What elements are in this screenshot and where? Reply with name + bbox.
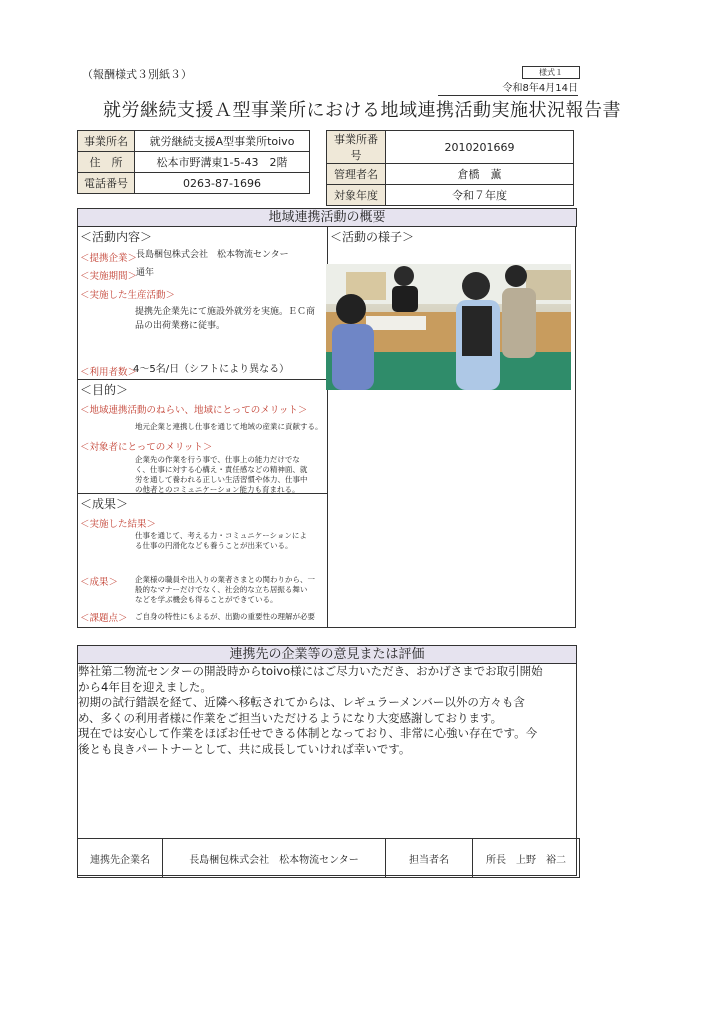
outcome-line-2: る仕事の円滑化なども養うことが出来ている。 (135, 541, 293, 550)
partner-company-value: 長島梱包株式会社 松本物流センター (163, 839, 386, 878)
users-label: ＜利用者数＞ (80, 367, 138, 378)
facility-info-table (77, 130, 310, 194)
outcome-line-1: 仕事を通じて、考える力・コミュニケーションによ (135, 531, 307, 540)
merit-label: ＜対象者にとってのメリット＞ (80, 442, 213, 453)
evaluation-line: 現在では安心して作業をほぼお任せできる体制となっており、非常に心強い存在です。今 (78, 726, 538, 740)
person-label: 担当者名 (386, 839, 473, 878)
fiscal-year-label: 対象年度 (327, 185, 386, 206)
office-number-label: 事業所番号 (327, 131, 386, 164)
company-label: ＜提携企業＞ (80, 253, 138, 264)
manager-value: 倉橋 薫 (386, 164, 574, 185)
aim-value: 地元企業と連携し仕事を通じて地域の産業に貢献する。 (135, 422, 323, 431)
merit-line-1: 企業先の作業を行う事で、仕事上の能力だけでな (135, 455, 300, 464)
activity-photo-illustration (326, 264, 571, 390)
style-label: 様式１ (522, 66, 580, 79)
achievement-line-2: 般的なマナーだけでなく、社会的な立ち居振る舞い (135, 585, 308, 594)
address-label: 住 所 (78, 152, 135, 173)
evaluation-line: 弊社第二物流センターの開設時からtoivo様にはご尽力いただき、おかげさまでお取引開始 (78, 664, 543, 678)
activity-photo (326, 264, 571, 390)
period-label: ＜実施期間＞ (80, 271, 138, 282)
phone-label: 電話番号 (78, 173, 135, 194)
report-date: 令和8年4月14日 (438, 79, 578, 96)
users-value: 4～5名/日（シフトにより異なる） (133, 364, 290, 375)
merit-line-3: 労を通して養われる正しい生活習慣や体力、仕事中 (135, 475, 308, 484)
photo-title: ＜活動の様子＞ (330, 230, 415, 244)
evaluation-line: 初期の試行錯誤を経て、近隣へ移転されてからは、レギュラーメンバー以外の方々も含 (78, 695, 525, 709)
page-title: 就労継続支援Ａ型事業所における地域連携活動実施状況報告書 (103, 100, 621, 121)
issue-label: ＜課題点＞ (80, 613, 128, 624)
achievement-label: ＜成果＞ (80, 577, 119, 588)
evaluation-text (78, 664, 572, 757)
company-value: 長島梱包株式会社 松本物流センター (136, 250, 289, 260)
facility-name-value: 就労継続支援A型事業所toivo (135, 131, 310, 152)
manager-label: 管理者名 (327, 164, 386, 185)
evaluation-heading: 連携先の企業等の意見または評価 (77, 645, 577, 664)
results-title: ＜成果＞ (80, 497, 129, 511)
partner-footer-table (77, 838, 580, 878)
evaluation-line: め、多くの利用者様に作業をご担当いただけるようになり大変感謝しております。 (78, 710, 503, 725)
office-info-table (326, 130, 574, 206)
achievement-line-3: などを学ぶ機会も得ることができている。 (135, 595, 278, 604)
issue-value: ご自身の特性にもよるが、出勤の重要性の理解が必要 (135, 612, 315, 621)
aim-label: ＜地域連携活動のねらい、地域にとってのメリット＞ (80, 405, 308, 416)
address-value: 松本市野溝東1-5-43 2階 (135, 152, 310, 173)
person-value: 所長 上野 裕二 (473, 839, 580, 878)
production-label: ＜実施した生産活動＞ (80, 290, 176, 301)
form-number: （報酬様式３別紙３） (82, 68, 192, 81)
merit-line-2: く、仕事に対する心構え・責任感などの精神面、就 (135, 465, 308, 474)
production-line-2: 品の出荷業務に従事。 (135, 321, 226, 331)
period-value: 通年 (136, 268, 155, 278)
facility-name-label: 事業所名 (78, 131, 135, 152)
divider (77, 379, 327, 380)
partner-company-label: 連携先企業名 (78, 839, 163, 878)
evaluation-line: から4年目を迎えました。 (78, 679, 212, 694)
activity-title: ＜活動内容＞ (80, 230, 153, 244)
office-number-value: 2010201669 (386, 131, 574, 164)
achievement-line-1: 企業様の職員や出入りの業者さまとの関わりから、一 (135, 575, 315, 584)
production-line-1: 提携先企業先にて施設外就労を実施。ＥＣ商 (135, 307, 316, 317)
phone-value: 0263-87-1696 (135, 173, 310, 194)
overview-heading: 地域連携活動の概要 (77, 208, 577, 227)
evaluation-line: 後とも良きパートナーとして、共に成長していければ幸いです。 (78, 741, 411, 756)
purpose-title: ＜目的＞ (80, 383, 129, 397)
merit-line-4: の他者とのコミュニケーション能力も育まれる。 (135, 485, 300, 494)
fiscal-year-value: 令和７年度 (386, 185, 574, 206)
outcome-label: ＜実施した結果＞ (80, 519, 157, 530)
